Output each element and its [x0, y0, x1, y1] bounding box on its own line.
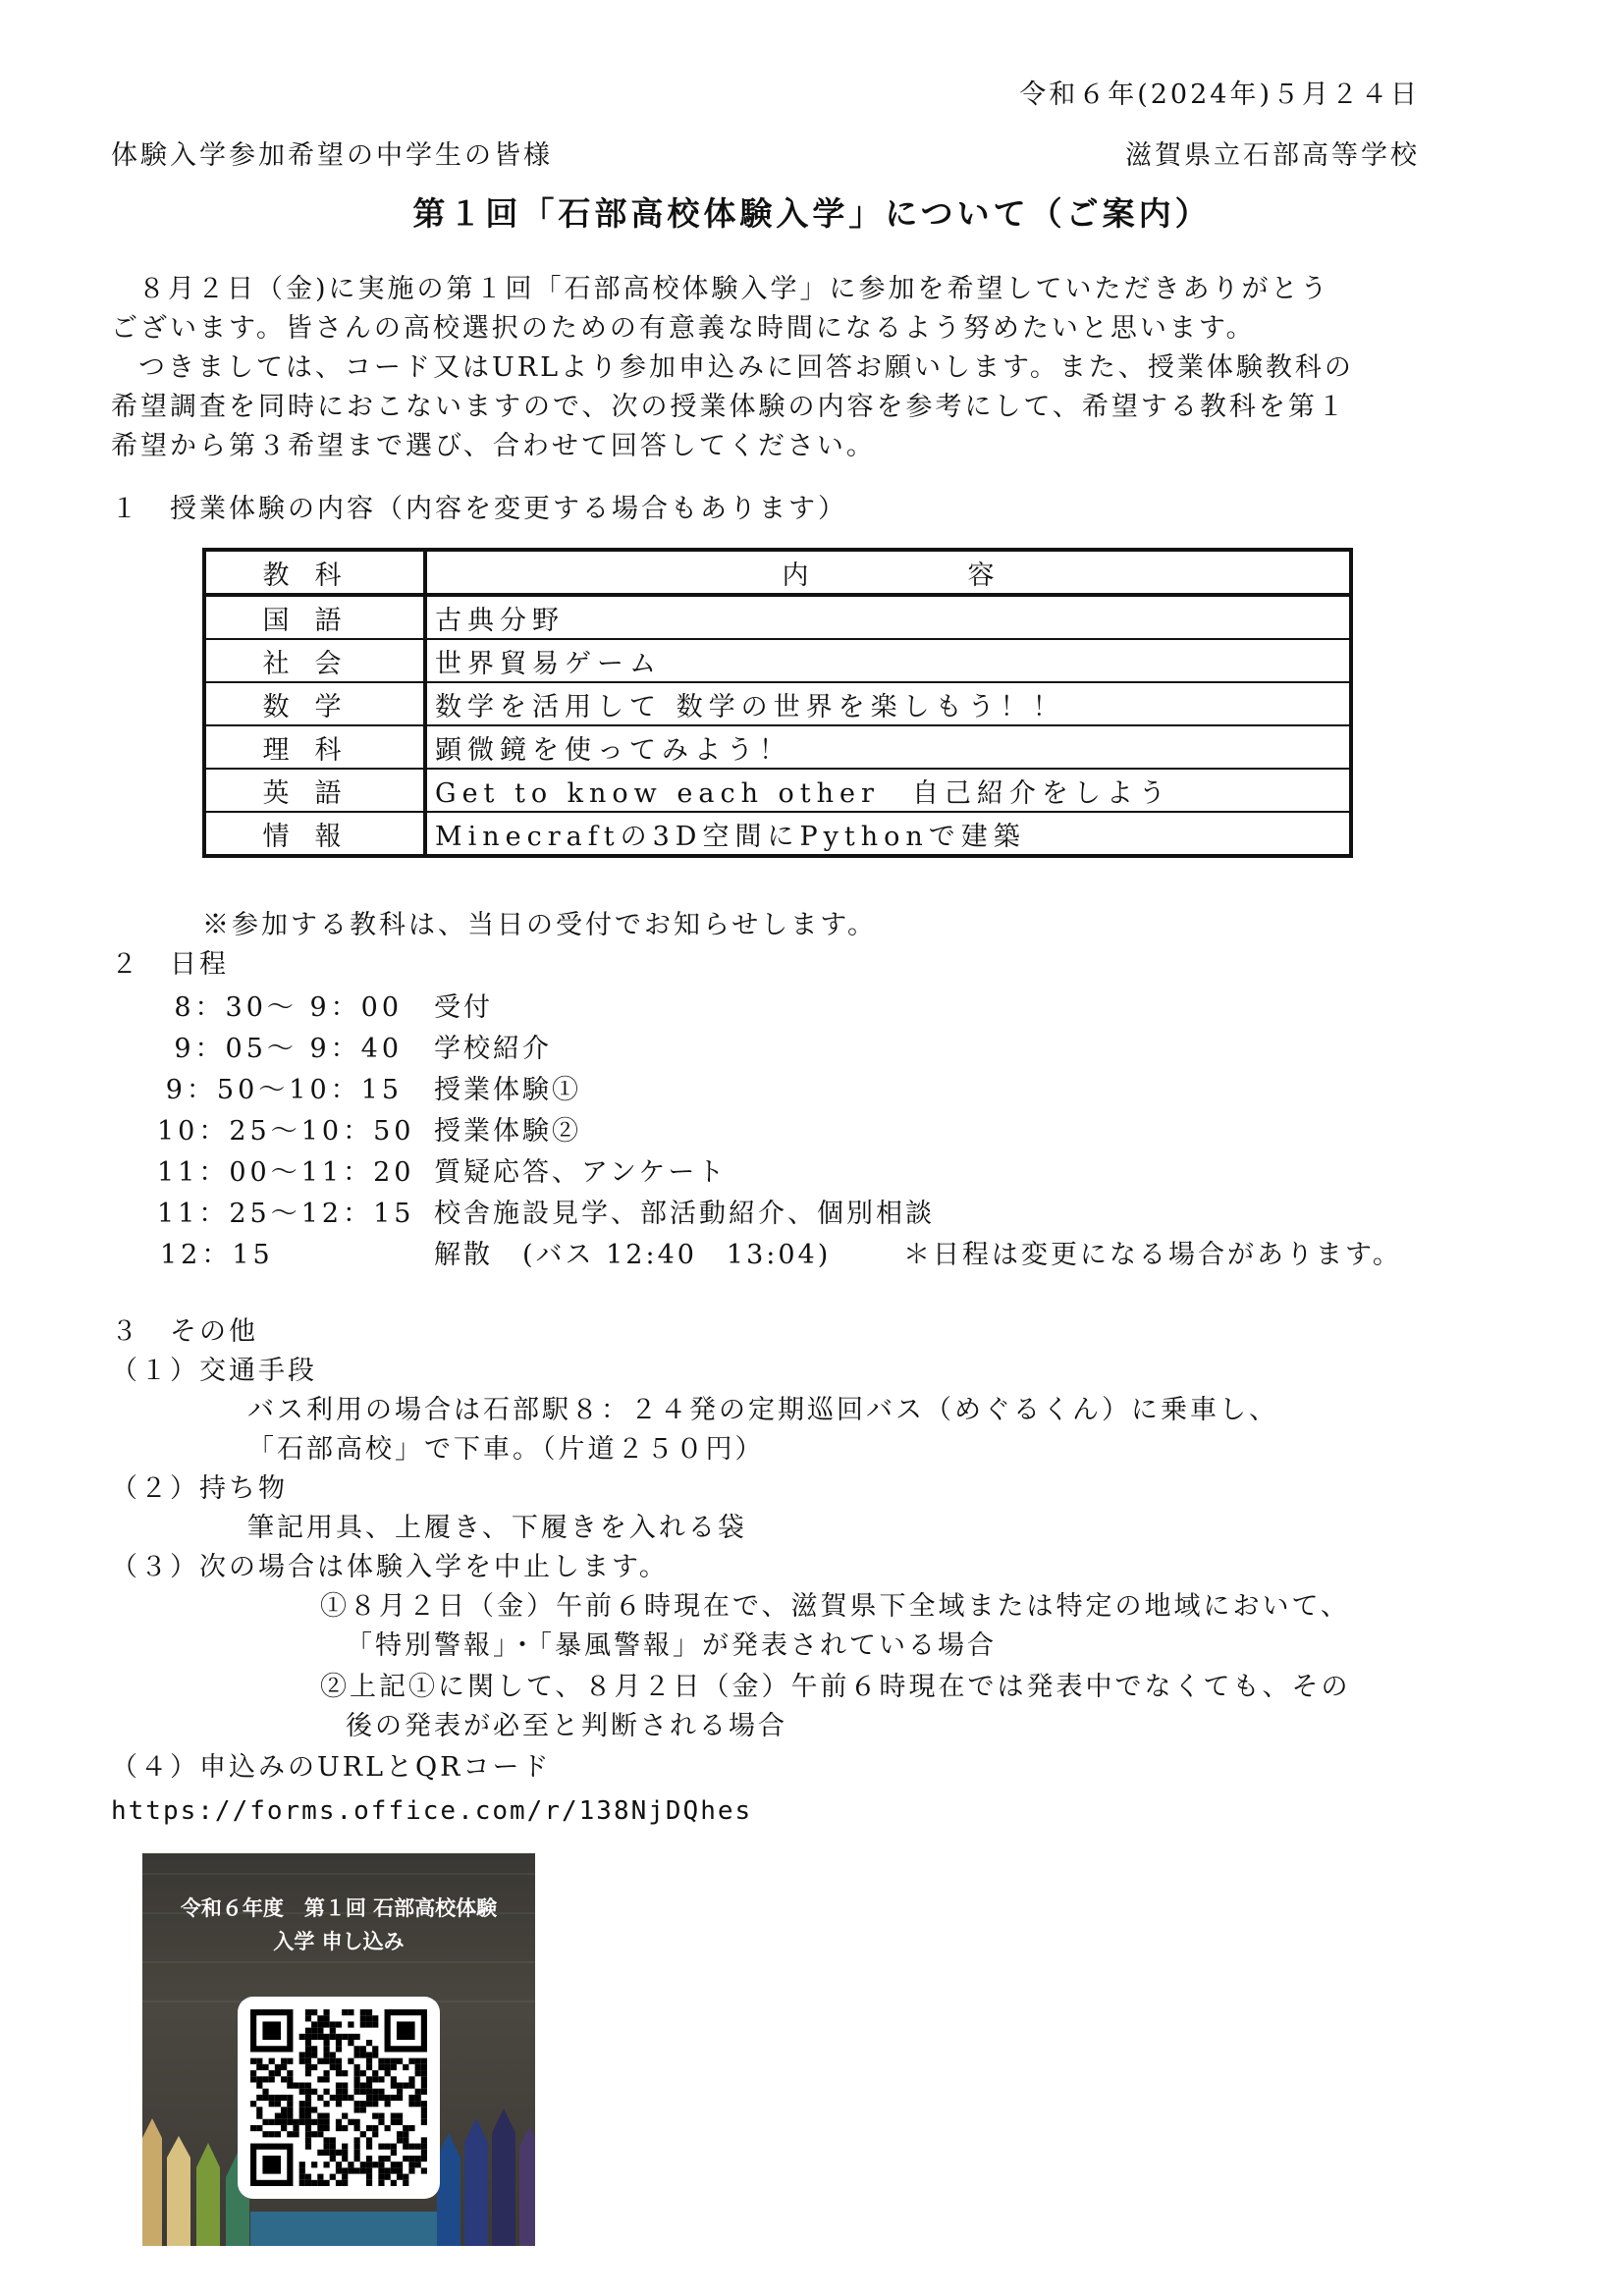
table-row	[204, 812, 1351, 856]
school-name: 滋賀県立石部高等学校	[1125, 140, 1420, 171]
page-title: 第１回「石部高校体験入学」について（ご案内）	[412, 194, 1212, 233]
cancel-condition-1-line-2: 「特別警報」・「暴風警報」が発表されている場合	[346, 1630, 997, 1661]
schedule-time: 10：25～10：50	[157, 1116, 415, 1147]
schedule-time: 11：25～12：15	[157, 1199, 415, 1229]
schedule-time: 8：30～ 9：00	[174, 992, 403, 1023]
addressee: 体験入学参加希望の中学生の皆様	[111, 140, 553, 171]
intro-line-3: つきましては、コード又はURLより参加申込みに回答お願いします。また、授業体験教科の	[138, 352, 1354, 383]
schedule-time: 9：50～10：15	[165, 1075, 403, 1105]
apply-heading: （４）申込みのURLとQRコード	[111, 1752, 552, 1783]
qr-code-icon	[250, 2009, 427, 2186]
qr-card-title-line-1: 令和６年度 第１回 石部高校体験	[180, 1896, 498, 1920]
transport-line-2: 「石部高校」で下車。（片道２５０円）	[247, 1434, 765, 1465]
content-cell: 数学を活用して 数学の世界を楽しもう！！	[425, 682, 1351, 725]
subject-cell: 社会	[204, 639, 425, 682]
section1-heading: １ 授業体験の内容（内容を変更する場合もあります）	[111, 494, 847, 524]
schedule-item: 解散 (バス 12:40 13:04)	[434, 1240, 832, 1270]
subject-cell: 英語	[204, 769, 425, 812]
subject-cell: 情報	[204, 812, 425, 856]
table-row	[204, 682, 1351, 725]
schedule-time: 11：00～11：20	[157, 1157, 415, 1188]
intro-line-5: 希望から第３希望まで選び、合わせて回答してください。	[111, 431, 876, 461]
table-header-row	[204, 550, 1351, 595]
content-cell: 世界貿易ゲーム	[425, 639, 1351, 682]
intro-line-4: 希望調査を同時におこないますので、次の授業体験の内容を参考にして、希望する教科を第１	[111, 392, 1347, 422]
schedule-item: 授業体験①	[434, 1075, 581, 1105]
transport-line-1: バス利用の場合は石部駅８：２４発の定期巡回バス（めぐるくん）に乗車し、	[247, 1395, 1278, 1425]
content-cell: Minecraftの3D空間にPythonで建築	[425, 812, 1351, 856]
schedule-item: 校舎施設見学、部活動紹介、個別相談	[434, 1199, 935, 1229]
section2-heading: ２ 日程	[111, 949, 229, 980]
schedule-item: 質疑応答、アンケート	[434, 1157, 728, 1188]
schedule-note: ＊日程は変更になる場合があります。	[903, 1240, 1402, 1270]
cancel-condition-2-line-2: 後の発表が必至と判断される場合	[346, 1711, 787, 1741]
schedule-item: 授業体験②	[434, 1116, 581, 1147]
header-subject: 教科	[204, 550, 425, 595]
schedule-item: 受付	[434, 992, 493, 1023]
cancel-heading: （３）次の場合は体験入学を中止します。	[111, 1552, 669, 1582]
table-row	[204, 769, 1351, 812]
content-cell: 顕微鏡を使ってみよう！	[425, 725, 1351, 769]
qr-card-title-line-2: 入学 申し込み	[273, 1930, 405, 1953]
cancel-condition-2-line-1: ②上記①に関して、８月２日（金）午前６時現在では発表中でなくても、その	[320, 1672, 1351, 1702]
intro-line-1: ８月２日（金)に実施の第１回「石部高校体験入学」に参加を希望していただきありがとう	[138, 274, 1330, 304]
subject-note: ※参加する教科は、当日の受付でお知らせします。	[202, 910, 878, 940]
schedule-item: 学校紹介	[434, 1034, 552, 1064]
table-row	[204, 725, 1351, 769]
content-cell: 古典分野	[425, 595, 1351, 639]
schedule-time: 12：15	[160, 1240, 274, 1270]
belongings-heading: （２）持ち物	[111, 1473, 288, 1504]
belongings-text: 筆記用具、上履き、下履きを入れる袋	[247, 1513, 747, 1543]
header-content: 内 容	[425, 550, 1351, 595]
application-url-link[interactable]: https://forms.office.com/r/138NjDQhes	[111, 1796, 753, 1826]
document-date: 令和６年(2024年)５月２４日	[1019, 80, 1420, 110]
content-cell: Get to know each other 自己紹介をしよう	[425, 769, 1351, 812]
intro-line-2: ございます。皆さんの高校選択のための有意義な時間になるよう努めたいと思います。	[111, 313, 1256, 344]
table-row	[204, 639, 1351, 682]
table-row	[204, 595, 1351, 639]
section3-heading: ３ その他	[111, 1316, 258, 1347]
cancel-condition-1-line-1: ①８月２日（金）午前６時現在で、滋賀県下全域または特定の地域において、	[320, 1591, 1350, 1622]
schedule-time: 9：05～ 9：40	[174, 1034, 403, 1064]
transport-heading: （１）交通手段	[111, 1356, 317, 1386]
qr-card	[142, 1853, 535, 2246]
subject-cell: 理科	[204, 725, 425, 769]
subject-cell: 国語	[204, 595, 425, 639]
subjects-table	[202, 548, 1353, 858]
qr-code[interactable]	[238, 1997, 440, 2199]
subject-cell: 数学	[204, 682, 425, 725]
